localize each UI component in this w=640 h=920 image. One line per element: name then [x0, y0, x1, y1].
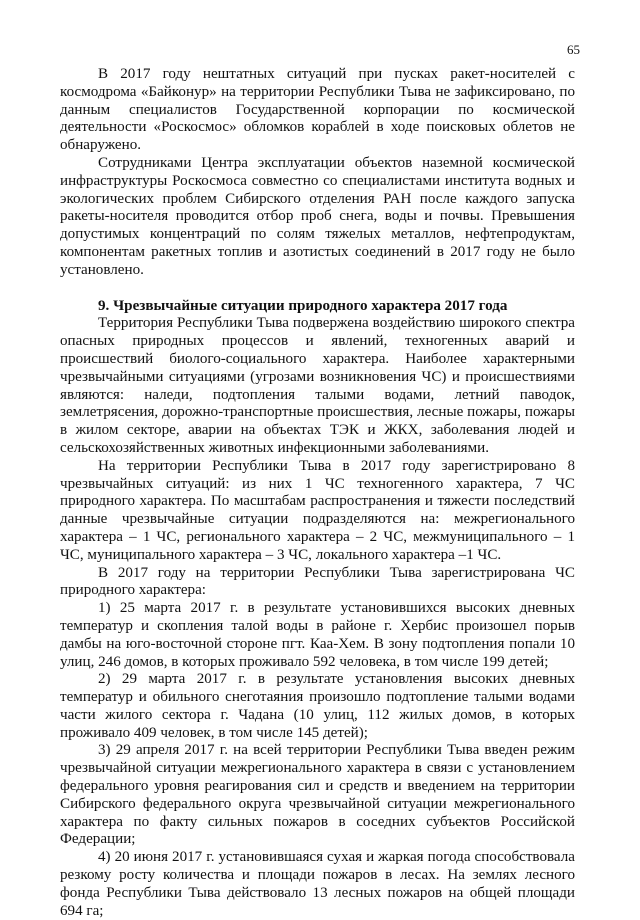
- list-item: 3) 29 апреля 2017 г. на всей территории Республики Тыва введен режим чрезвычайной ситуации межрегионального характера в связи с установлением федерального уровня реагирования сил и средств и введением на территории Сибирского федерального округа чрезвычайной ситуации межрегионального характера по факту сильных пожаров в соседних субъектов Российской Федерации;: [60, 742, 575, 848]
- page-number: 65: [567, 42, 580, 57]
- paragraph: Территория Республики Тыва подвержена воздействию широкого спектра опасных природных процессов и явлений, техногенных аварий и происшествий биолого-социального характера. Наиболее характерными чрезвычайными ситуациями (угрозами возникновения ЧС) и происшествиями являются: наледи, подтопления талыми водами, летний паводок, землетрясения, дорожно-транспортные происшествия, лесные пожары, пожары в жилом секторе, аварии на объектах ТЭК и ЖКХ, заболевания людей и сельскохозяйственных животных инфекционными заболеваниями.: [60, 315, 575, 456]
- paragraph: На территории Республики Тыва в 2017 году зарегистрировано 8 чрезвычайных ситуаций: из них 1 ЧС техногенного характера, 7 ЧС природного характера. По масштабам распространения и тяжести последствий данные чрезвычайные ситуации подразделяются на: межрегионального характера – 1 ЧС, регионального характера – 2 ЧС, межмуниципального – 1 ЧС, муниципального характера – 3 ЧС, локального характера –1 ЧС.: [60, 457, 575, 563]
- document-body: [60, 66, 575, 920]
- list-item: 1) 25 марта 2017 г. в результате установившихся высоких дневных температур и скопления талой воды в районе г. Хербис произошел порыв дамбы на юго-восточной стороне пгт. Каа-Хем. В зону подтопления попали 10 улиц, 246 домов, в которых проживало 592 человека, в том числе 199 детей;: [60, 600, 575, 670]
- list-item: 2) 29 марта 2017 г. в результате установления высоких дневных температур и обильного снеготаяния произошло подтопление талыми водами части жилого сектора г. Чадана (10 улиц, 112 жилых домов, в которых проживало 409 человек, в том числе 145 детей);: [60, 671, 575, 741]
- list-item: 4) 20 июня 2017 г. установившаяся сухая и жаркая погода способствовала резкому росту количества и площади пожаров в лесах. На землях лесного фонда Республики Тыва действовало 13 лесных пожаров на общей площади 694 га;: [60, 849, 575, 919]
- paragraph: В 2017 году нештатных ситуаций при пусках ракет-носителей с космодрома «Байконур» на территории Республики Тыва не зафиксировано, по данным специалистов Государственной корпорации по космической деятельности «Роскосмос» обломков кораблей в ходе поисковых облетов не обнаружено.: [60, 66, 575, 154]
- section-heading: 9. Чрезвычайные ситуации природного характера 2017 года: [98, 297, 508, 314]
- paragraph: В 2017 году на территории Республики Тыва зарегистрирована ЧС природного характера:: [60, 564, 575, 599]
- paragraph: Сотрудниками Центра эксплуатации объектов наземной космической инфраструктуры Роскосмоса совместно со специалистами института водных и экологических проблем Сибирского отделения РАН после каждого запуска ракеты-носителя проводится отбор проб снега, воды и почвы. Превышения допустимых концентраций по солям тяжелых металлов, нефтепродуктам, компонентам ракетных топлив и азотистых соединений в 2017 году не было установлено.: [60, 154, 575, 278]
